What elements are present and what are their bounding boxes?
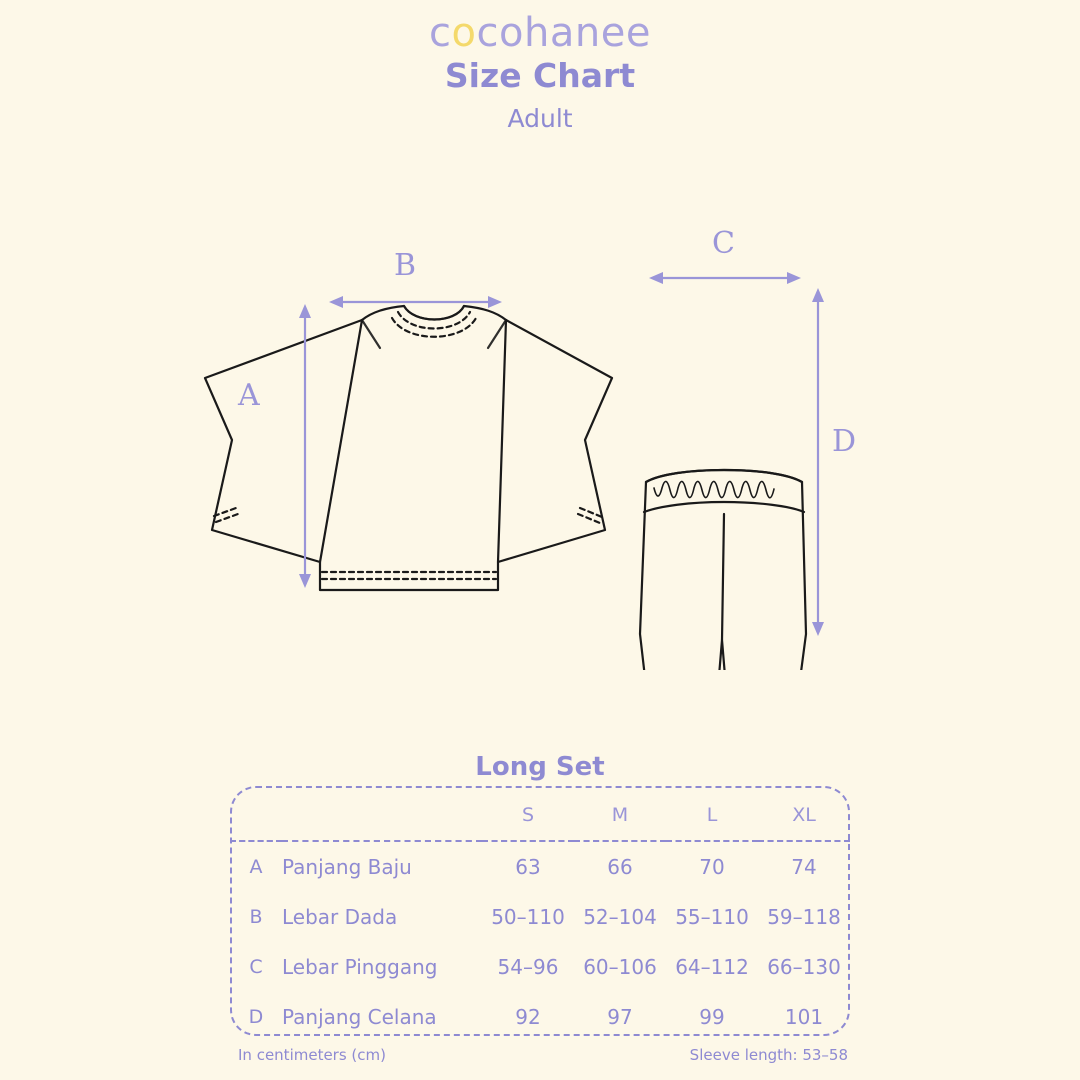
table-header-row xyxy=(230,790,850,841)
table-row xyxy=(230,892,850,942)
table-row xyxy=(230,992,850,1042)
dimension-label-d: D xyxy=(832,424,857,459)
row-value-s: 54–96 xyxy=(497,955,559,979)
size-table xyxy=(230,790,850,1042)
table-row xyxy=(230,942,850,992)
dimension-label-b: B xyxy=(394,248,417,283)
size-table-head xyxy=(230,790,850,841)
header-name-spacer xyxy=(282,790,482,841)
footer-units: In centimeters (cm) xyxy=(238,1046,386,1064)
dimension-label-c: C xyxy=(712,226,735,261)
row-value-m: 66 xyxy=(607,855,633,879)
row-value-s: 63 xyxy=(515,855,541,879)
row-value-l: 55–110 xyxy=(675,905,749,929)
row-value-xl: 101 xyxy=(784,1005,824,1029)
page-title: Size Chart xyxy=(444,56,636,95)
row-value-xl: 66–130 xyxy=(767,955,841,979)
brand-logo xyxy=(0,10,1080,56)
row-label: Panjang Celana xyxy=(282,1005,437,1029)
brand-text-pre: c xyxy=(429,10,452,56)
header-size-s: S xyxy=(521,804,535,826)
row-label: Lebar Pinggang xyxy=(282,955,438,979)
brand-text-post: cohanee xyxy=(476,10,651,56)
header-size-m: M xyxy=(611,804,629,826)
garment-drawing-svg xyxy=(0,200,1080,670)
header-key-spacer xyxy=(230,790,282,841)
row-key: A xyxy=(249,856,263,878)
dimension-label-a: A xyxy=(238,378,260,413)
garment-illustration xyxy=(0,200,1080,670)
row-key: C xyxy=(249,956,263,978)
row-value-s: 92 xyxy=(515,1005,541,1029)
row-value-l: 64–112 xyxy=(675,955,749,979)
row-value-m: 97 xyxy=(607,1005,633,1029)
row-key: D xyxy=(248,1006,264,1028)
row-value-m: 52–104 xyxy=(583,905,657,929)
row-label: Panjang Baju xyxy=(282,855,412,879)
set-title: Long Set xyxy=(475,752,605,782)
row-value-s: 50–110 xyxy=(491,905,565,929)
header-size-xl: XL xyxy=(792,804,816,826)
row-value-xl: 74 xyxy=(791,855,817,879)
row-value-xl: 59–118 xyxy=(767,905,841,929)
header-size-l: L xyxy=(706,804,718,826)
brand-text-highlight-o: o xyxy=(451,10,477,56)
page-subtitle: Adult xyxy=(507,104,573,133)
row-value-l: 99 xyxy=(699,1005,725,1029)
row-value-l: 70 xyxy=(699,855,725,879)
row-label: Lebar Dada xyxy=(282,905,398,929)
row-key: B xyxy=(249,906,263,928)
row-value-m: 60–106 xyxy=(583,955,657,979)
table-row xyxy=(230,841,850,892)
size-table-body xyxy=(230,841,850,1042)
footer-sleeve-length: Sleeve length: 53–58 xyxy=(689,1046,848,1064)
